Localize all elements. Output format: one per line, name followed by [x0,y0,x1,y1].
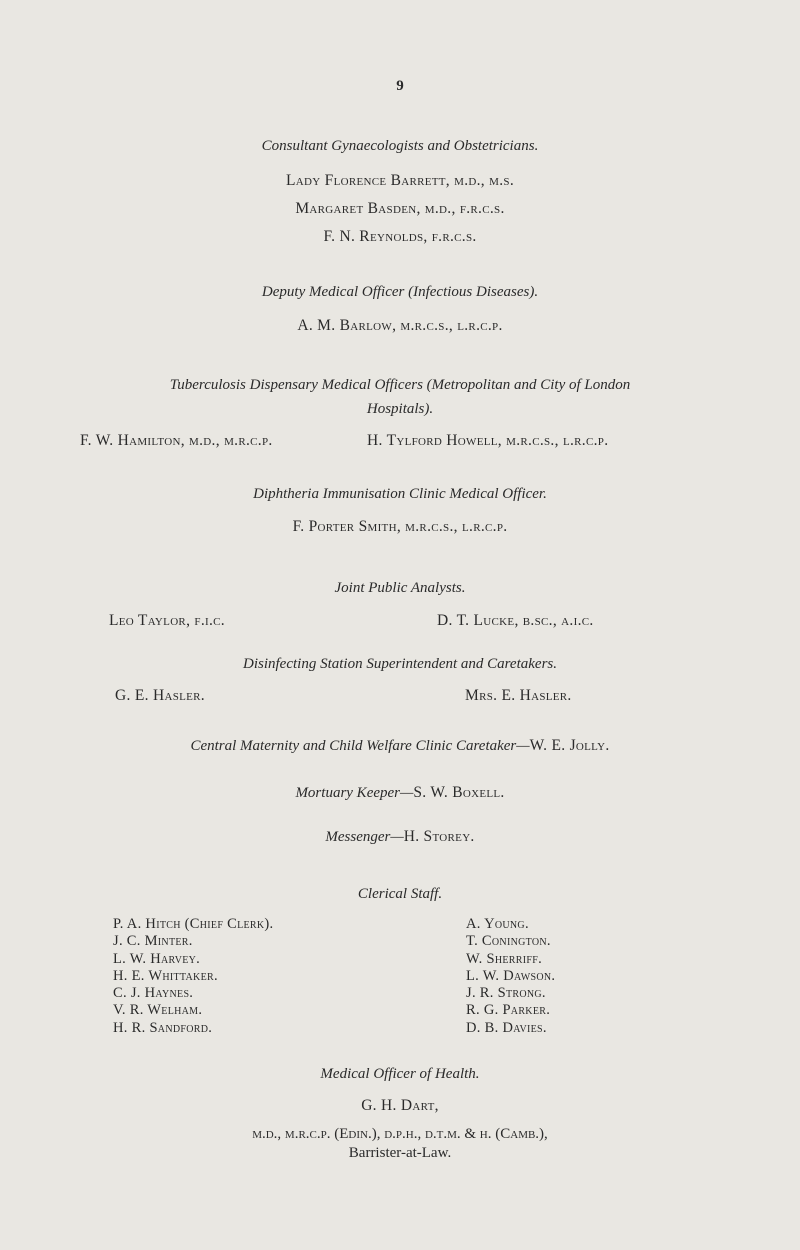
disinfecting-heading: Disinfecting Station Superintendent and Caretakers. [243,656,557,672]
clerical-left-1: P. A. Hitch (Chief Clerk). [113,916,274,932]
clerical-left-column [113,916,273,1037]
messenger-line [0,828,800,846]
clerical-right-1: A. Young. [466,916,529,932]
clerical-heading: Clerical Staff. [357,886,443,902]
diphtheria-heading: Diphtheria Immunisation Clinic Medical Officer. [253,486,547,502]
consultant-name-2: Margaret Basden, m.d., f.r.c.s. [295,200,505,217]
messenger-label: Messenger— [325,829,404,845]
clerical-right-6: R. G. Parker. [466,1002,551,1019]
disinfecting-right: Mrs. E. Hasler. [465,687,572,704]
tuberculosis-heading-line1: Tuberculosis Dispensary Medical Officers (Metropolitan and City of London [169,377,631,393]
clerical-left-6: V. R. Welham. [113,1002,203,1019]
clerical-left-3: L. W. Harvey. [113,950,201,967]
mortuary-name: S. W. Boxell. [413,784,505,801]
clerical-left-4: H. E. Whittaker. [113,967,218,984]
moh-qualifications: m.d., m.r.c.p. (Edin.), d.p.h., d.t.m. & h. (Camb.), [252,1126,548,1142]
page-number: 9 [396,78,404,94]
diphtheria-officer: F. Porter Smith, m.r.c.s., l.r.c.p. [292,518,508,535]
analysts-heading: Joint Public Analysts. [334,580,466,596]
clerical-left-5: C. J. Haynes. [113,985,194,1002]
consultant-name-1: Lady Florence Barrett, m.d., m.s. [285,172,515,189]
clerical-left-7: H. R. Sandford. [113,1019,213,1036]
analyst-right: D. T. Lucke, b.sc., a.i.c. [437,612,594,629]
deputy-name: A. M. Barlow, m.r.c.s., l.r.c.p. [297,317,503,334]
tuberculosis-officer-right: H. Tylford Howell, m.r.c.s., l.r.c.p. [367,432,609,449]
analyst-left: Leo Taylor, f.i.c. [109,612,225,629]
clerical-right-7: D. B. Davies. [466,1019,547,1036]
consultants-heading: Consultant Gynaecologists and Obstetricians. [261,138,539,154]
clerical-right-2: T. Conington. [466,933,551,950]
clerical-right-3: W. Sherriff. [466,950,543,967]
tuberculosis-heading-line2: Hospitals). [366,401,434,417]
deputy-heading: Deputy Medical Officer (Infectious Diseases). [261,284,539,300]
clerical-right-4: L. W. Dawson. [466,967,556,984]
moh-name: G. H. Dart, [361,1097,439,1114]
consultant-name-3: F. N. Reynolds, f.r.c.s. [323,228,477,245]
messenger-name: H. Storey. [403,828,475,845]
tuberculosis-officer-left: F. W. Hamilton, m.d., m.r.c.p. [80,432,273,449]
clerical-right-5: J. R. Strong. [466,985,546,1002]
maternity-label: Central Maternity and Child Welfare Clinic Caretaker— [190,738,530,754]
maternity-name: W. E. Jolly. [529,737,610,754]
mortuary-line [0,784,800,802]
clerical-left-2: J. C. Minter. [113,933,193,950]
moh-title: Barrister-at-Law. [348,1145,452,1161]
maternity-line [0,737,800,755]
disinfecting-left: G. E. Hasler. [115,687,205,704]
mortuary-label: Mortuary Keeper— [295,785,414,801]
moh-heading: Medical Officer of Health. [320,1066,480,1082]
clerical-right-column [466,916,555,1037]
